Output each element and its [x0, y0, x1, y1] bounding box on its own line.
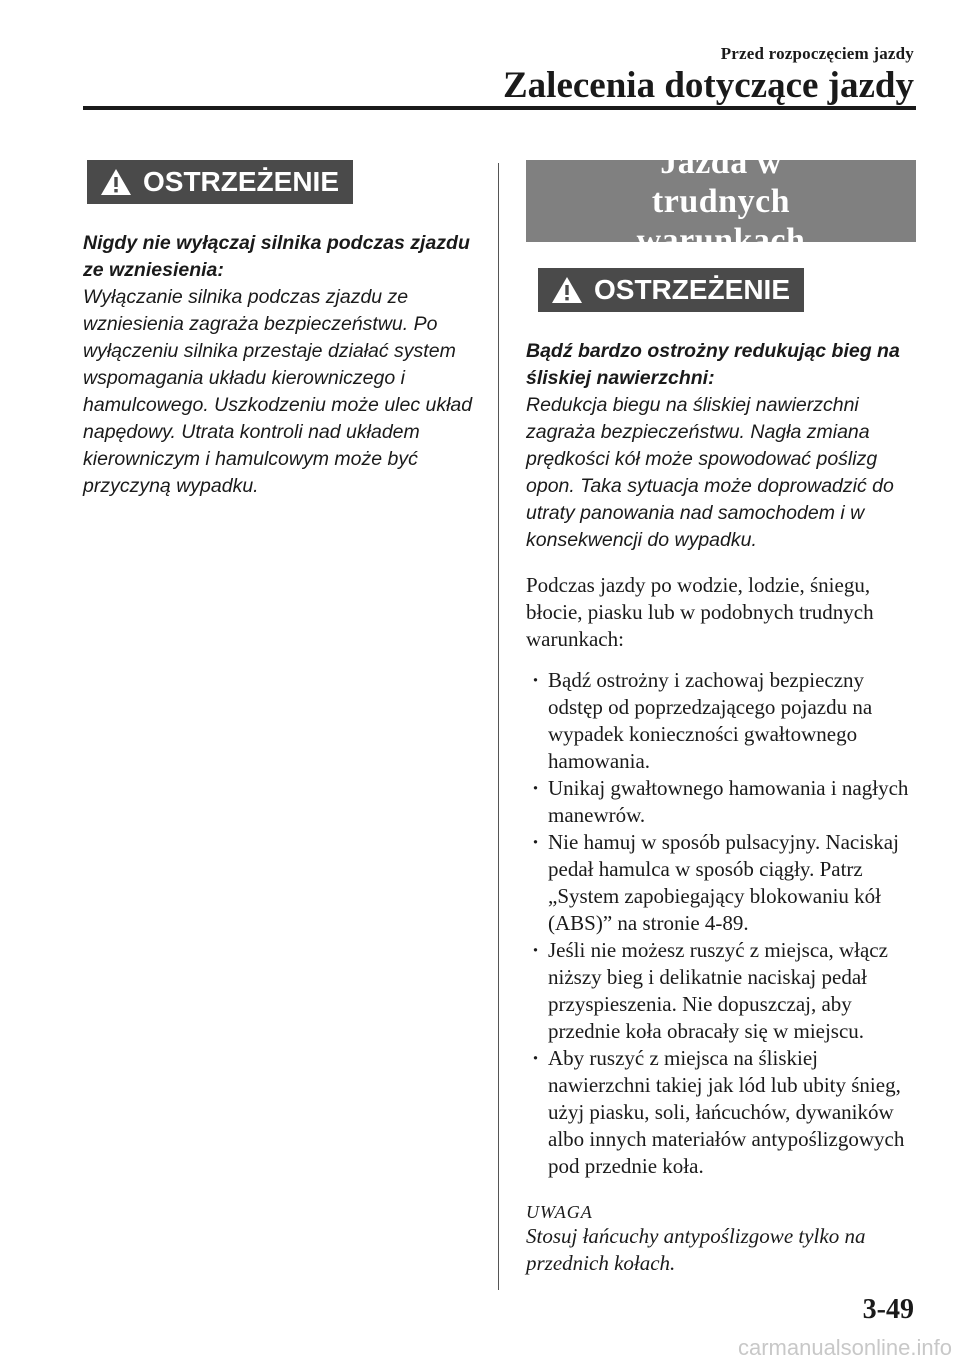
section-title-text: Jazda w trudnych warunkach	[636, 143, 806, 259]
warning-heading: Nigdy nie wyłączaj silnika podczas zjazdu ze wzniesienia:	[83, 232, 470, 281]
right-column	[526, 143, 916, 1277]
tips-list	[526, 667, 916, 1180]
column-divider	[498, 163, 499, 1290]
intro-paragraph: Podczas jazdy po wodzie, lodzie, śniegu, błocie, piasku lub w podobnych trudnych warunkach:	[526, 573, 874, 651]
header-rule	[83, 106, 916, 110]
left-column	[83, 160, 473, 500]
warning-body: Wyłączanie silnika podczas zjazdu ze wzniesienia zagraża bezpieczeństwu. Po wyłączeniu silnika przestaje działać system wspomagania układu kierowniczego i hamulcowego. Uszkodzeniu może ulec układ napędowy. Utrata kontroli nad układem kierowniczym i hamulcowym może być przyczyną wypadku.	[83, 286, 473, 497]
list-item: · Nie hamuj w sposób pulsacyjny. Naciskaj pedał hamulca w sposób ciągły. Patrz „System zapobiegający blokowaniu kół (ABS)” na stronie 4-89.	[526, 829, 916, 937]
warning-heading: Bądź bardzo ostrożny redukując bieg na śliskiej nawierzchni:	[526, 340, 900, 389]
list-item: · Unikaj gwałtownego hamowania i nagłych manewrów.	[526, 775, 916, 829]
header-title: Zalecenia dotyczące jazdy	[503, 65, 914, 106]
warning-badge-label: OSTRZEŻENIE	[594, 274, 791, 305]
warning-body: Redukcja biegu na śliskiej nawierzchni zagraża bezpieczeństwu. Nagła zmiana prędkości kół może spowodować poślizg opon. Taka sytuacja może doprowadzić do utraty panowania nad samochodem i w konsekwencji do wypadku.	[526, 394, 894, 551]
warning-badge-label: OSTRZEŻENIE	[143, 166, 340, 197]
warning-badge	[87, 160, 353, 204]
section-title	[526, 143, 916, 259]
warning-badge	[538, 268, 804, 312]
warning-icon	[99, 167, 133, 197]
note-text: Stosuj łańcuchy antypoślizgowe tylko na przednich kołach.	[526, 1224, 866, 1275]
warning-icon	[550, 275, 584, 305]
note-label: UWAGA	[526, 1202, 593, 1222]
watermark: carmanualsonline.info	[737, 1335, 952, 1360]
list-item: · Aby ruszyć z miejsca na śliskiej nawierzchni takiej jak lód lub ubity śnieg, użyj piasku, soli, łańcuchów, dywaników albo innych materiałów antypoślizgowych pod przednie koła.	[526, 1045, 916, 1180]
list-item: · Bądź ostrożny i zachowaj bezpieczny odstęp od poprzedzającego pojazdu na wypadek konieczności gwałtownego hamowania.	[526, 667, 916, 775]
header-subtitle: Przed rozpoczęciem jazdy	[720, 44, 914, 63]
page-number: 3-49	[862, 1294, 914, 1325]
list-item: · Jeśli nie możesz ruszyć z miejsca, włącz niższy bieg i delikatnie naciskaj pedał przyspieszenia. Nie dopuszczaj, aby przednie koła obracały się w miejscu.	[526, 937, 916, 1045]
